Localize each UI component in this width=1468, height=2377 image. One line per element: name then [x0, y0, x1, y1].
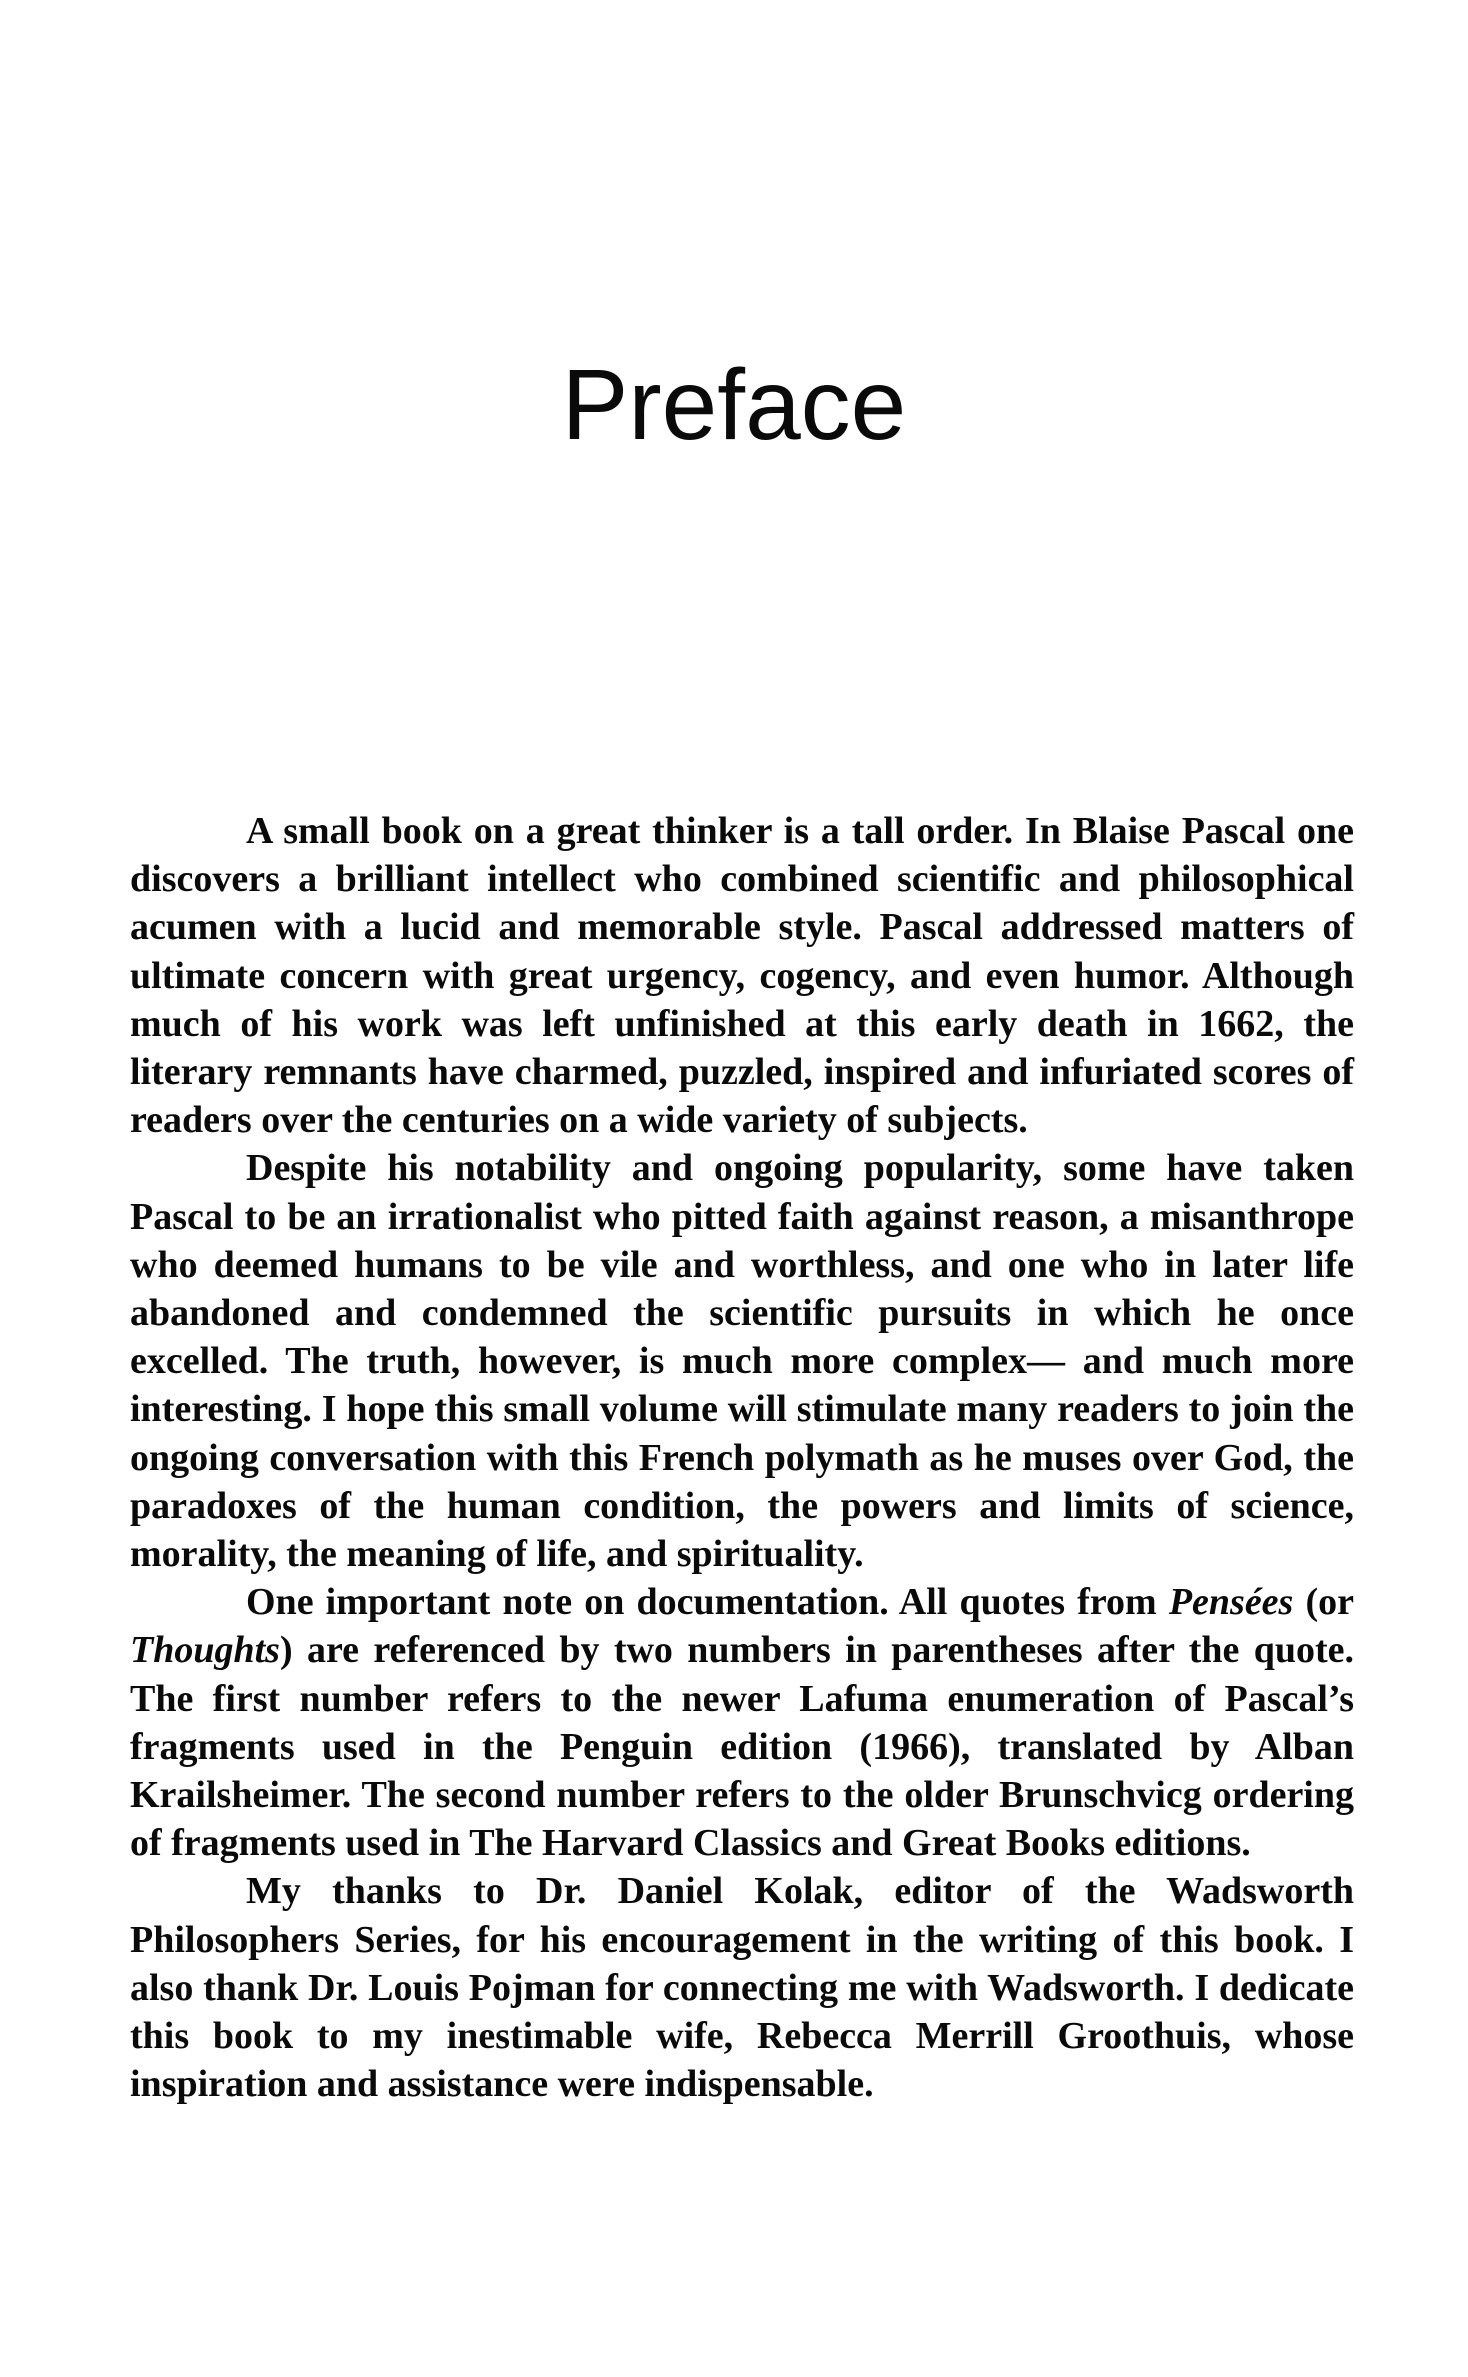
pensees-title: Pensées — [1168, 1581, 1294, 1624]
paragraph-3 — [130, 1578, 1354, 1867]
paragraph-3-text-a: One important note on documentation. All quotes from — [246, 1581, 1169, 1624]
paragraph-3-text-c: ) are referenced by two numbers in parentheses after the quote. The first number refers to the newer Lafuma enumeration of Pascal’s fragments used in the Penguin edition (1966), translated by Alban Krailsheimer. The second number refers to the older Brunschvicg ordering of fragments used in The Harvard Classics and Great Books editions. — [130, 1629, 1354, 1865]
thoughts-title: Thoughts — [130, 1629, 280, 1672]
paragraph-2: Despite his notability and ongoing popularity, some have taken Pascal to be an irrationalist who pitted faith against reason, a misanthrope who deemed humans to be vile and worthless, and one who in later life abandoned and condemned the scientific pursuits in which he once excelled. The truth, however, is much more complex— and much more interesting. I hope this small volume will stimulate many readers to join the ongoing conversation with this French polymath as he muses over God, the paradoxes of the human condition, the powers and limits of science, morality, the meaning of life, and spirituality. — [130, 1147, 1354, 1576]
paragraph-3-text-b: (or — [1293, 1581, 1354, 1624]
preface-body — [130, 807, 1354, 2108]
paragraph-1: A small book on a great thinker is a tall order. In Blaise Pascal one discovers a brilliant intellect who combined scientific and philosophical acumen with a lucid and memorable style. Pascal addressed matters of ultimate concern with great urgency, cogency, and even humor. Although much of his work was left unfinished at this early death in 1662, the literary remnants have charmed, puzzled, inspired and infuriated scores of readers over the centuries on a wide variety of subjects. — [130, 810, 1354, 1142]
page-title: Preface — [561, 349, 907, 461]
paragraph-4: My thanks to Dr. Daniel Kolak, editor of the Wadsworth Philosophers Series, for his encouragement in the writing of this book. I also thank Dr. Louis Pojman for connecting me with Wadsworth. I dedicate this book to my inestimable wife, Rebecca Merrill Groothuis, whose inspiration and assistance were indispensable. — [130, 1870, 1354, 2106]
